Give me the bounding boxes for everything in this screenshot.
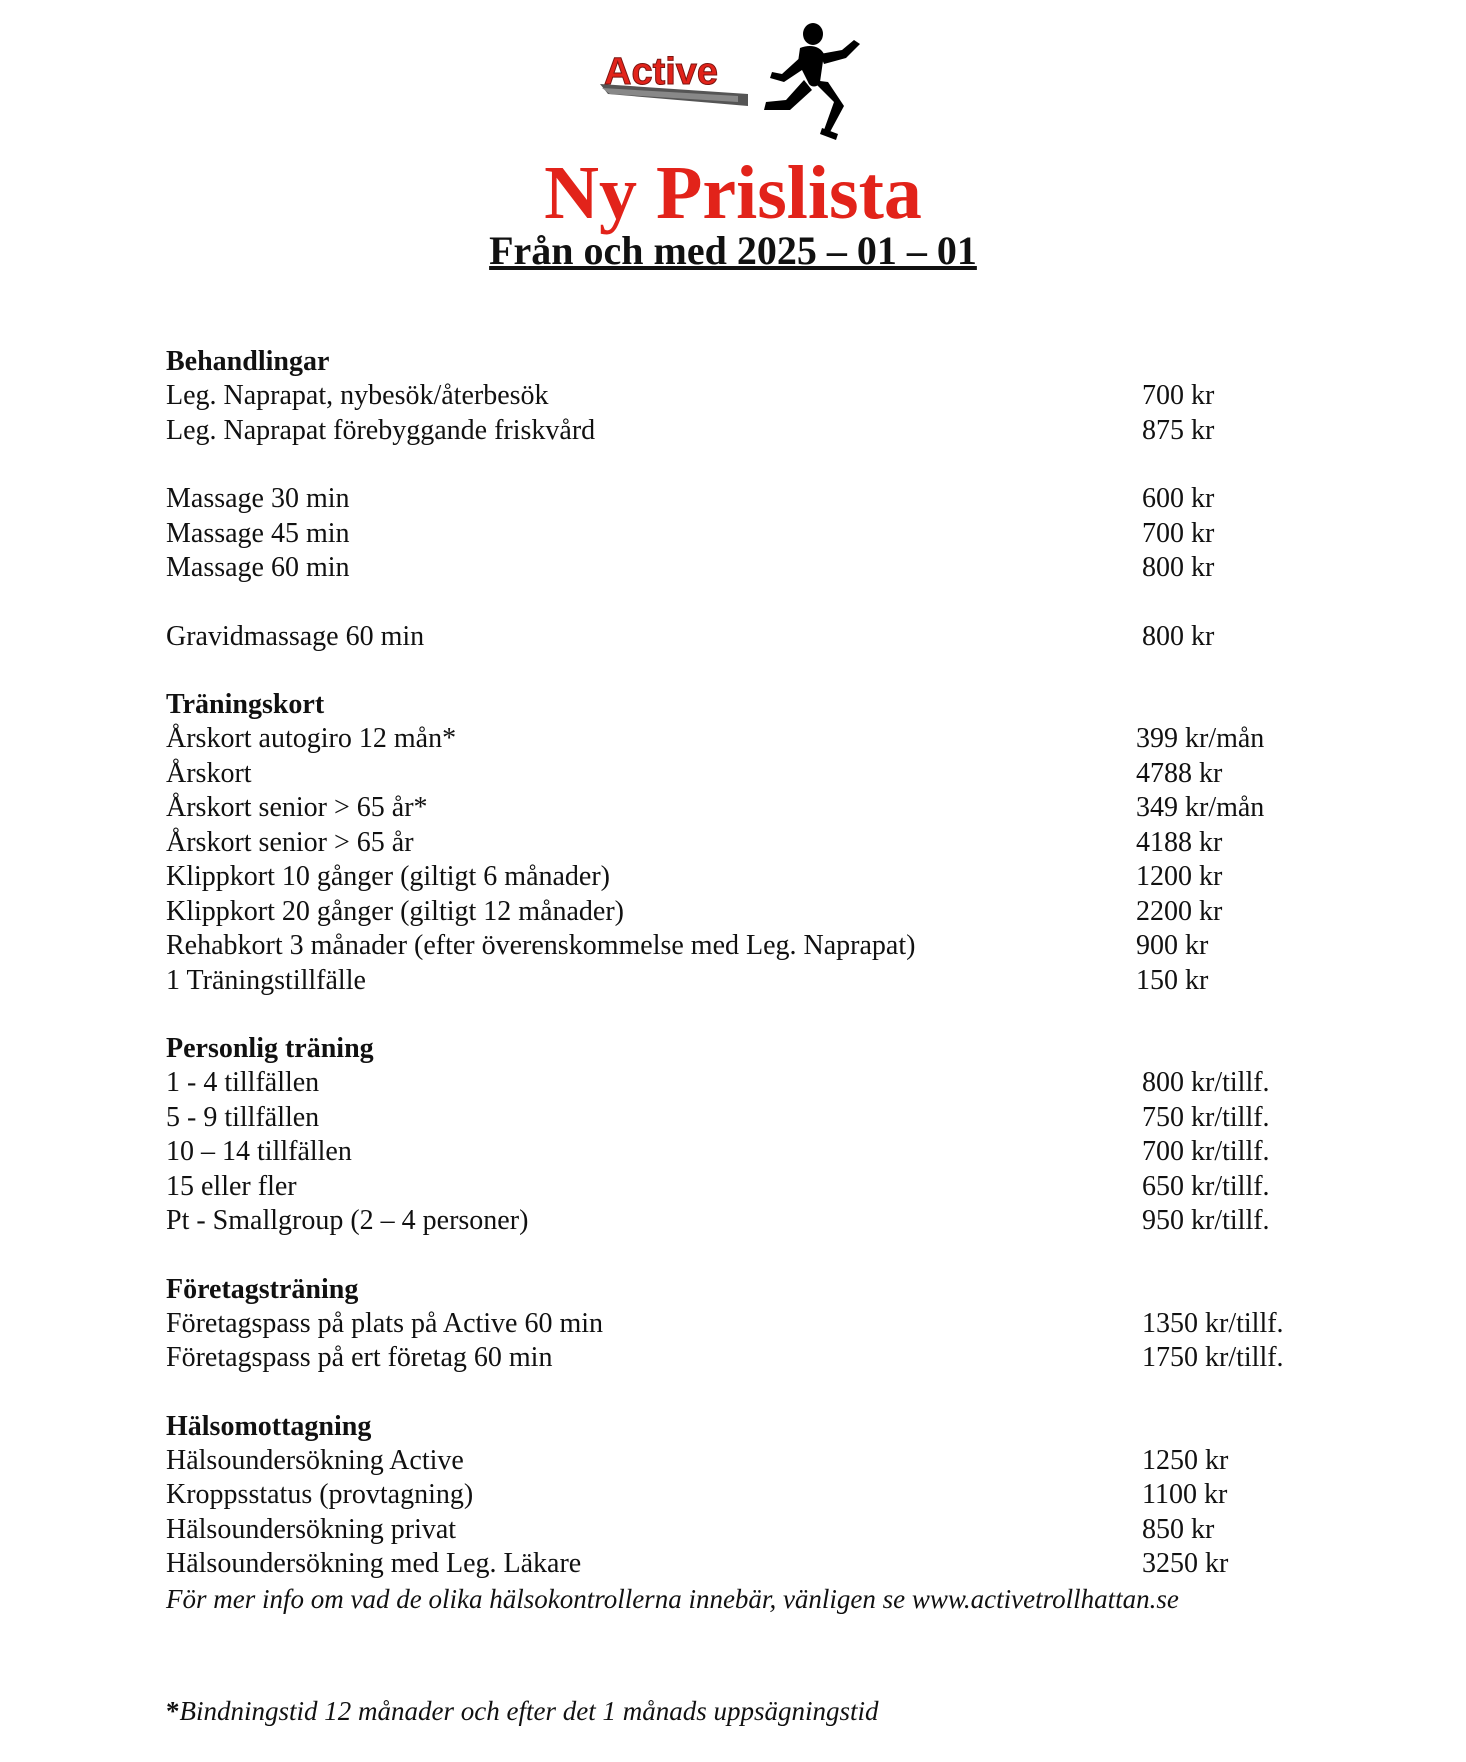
item-price: 700 kr/tillf. <box>1142 1136 1270 1167</box>
item-label: Leg. Naprapat, nybesök/återbesök <box>166 380 549 411</box>
item-label: Massage 45 min <box>166 517 350 549</box>
item-label: Årskort <box>166 757 252 789</box>
price-section <box>166 345 1386 654</box>
item-label: Hälsoundersökning med Leg. Läkare <box>166 1548 582 1579</box>
item-label: Årskort senior > 65 år <box>166 826 414 858</box>
item-price: 3250 kr <box>1142 1548 1229 1579</box>
item-label: Klippkort 20 gånger (giltigt 12 månader) <box>166 895 624 927</box>
price-row <box>166 1478 1386 1513</box>
item-price: 4188 kr <box>1136 826 1223 858</box>
price-row <box>166 1341 1386 1376</box>
item-price: 750 kr/tillf. <box>1142 1101 1270 1133</box>
item-price: 700 kr <box>1142 517 1215 549</box>
price-row <box>166 482 1386 517</box>
item-price: 399 kr/mån <box>1136 723 1265 754</box>
item-label: 10 – 14 tillfällen <box>166 1136 352 1167</box>
item-price: 900 kr <box>1136 930 1209 961</box>
item-price: 1250 kr <box>1142 1444 1229 1476</box>
item-price: 800 kr <box>1142 552 1215 583</box>
item-label: Gravidmassage 60 min <box>166 620 425 652</box>
item-price: 800 kr/tillf. <box>1142 1067 1270 1098</box>
footnote-marker: * <box>166 1696 180 1726</box>
item-price: 349 kr/mån <box>1136 792 1265 823</box>
price-row <box>166 757 1386 792</box>
item-price: 1750 kr/tillf. <box>1142 1342 1284 1373</box>
price-row <box>166 379 1386 414</box>
item-label: Hälsoundersökning Active <box>166 1444 464 1476</box>
price-row <box>166 1444 1386 1479</box>
price-section <box>166 688 1386 998</box>
price-row <box>166 1101 1386 1136</box>
item-price: 1350 kr/tillf. <box>1142 1307 1284 1339</box>
item-price: 850 kr <box>1142 1513 1215 1545</box>
item-label: 15 eller fler <box>166 1170 297 1202</box>
section-heading: Personlig träning <box>166 1033 374 1064</box>
page-title: Ny Prislista <box>544 151 922 235</box>
item-label: Hälsoundersökning privat <box>166 1513 457 1545</box>
item-label: Rehabkort 3 månader (efter överenskommelse med Leg. Naprapat) <box>166 930 916 961</box>
item-label: Årskort autogiro 12 mån* <box>166 723 457 754</box>
spacer <box>166 586 1386 620</box>
item-label: 1 - 4 tillfällen <box>166 1067 320 1098</box>
item-label: Massage 30 min <box>166 483 350 514</box>
price-row <box>166 964 1386 999</box>
price-row <box>166 1204 1386 1239</box>
item-label: Företagspass på plats på Active 60 min <box>166 1307 604 1339</box>
price-row <box>166 1307 1386 1342</box>
price-row <box>166 860 1386 895</box>
section-heading: Träningskort <box>166 689 325 720</box>
price-row <box>166 620 1386 655</box>
item-label: Kroppsstatus (provtagning) <box>166 1479 474 1510</box>
item-price: 2200 kr <box>1136 895 1223 927</box>
price-row <box>166 1066 1386 1101</box>
price-row <box>166 722 1386 757</box>
footnote <box>166 1696 878 1727</box>
price-row <box>166 1513 1386 1548</box>
logo-text: Active <box>604 51 719 93</box>
item-label: Pt - Smallgroup (2 – 4 personer) <box>166 1205 529 1236</box>
price-row <box>166 1135 1386 1170</box>
item-price: 875 kr <box>1142 414 1215 446</box>
price-row <box>166 826 1386 861</box>
price-list <box>166 345 1386 1616</box>
price-row <box>166 414 1386 449</box>
item-label: Klippkort 10 gånger (giltigt 6 månader) <box>166 861 610 892</box>
price-row <box>166 1170 1386 1205</box>
item-price: 650 kr/tillf. <box>1142 1170 1270 1202</box>
item-price: 1100 kr <box>1142 1479 1228 1510</box>
item-price: 4788 kr <box>1136 757 1223 789</box>
spacer <box>166 448 1386 482</box>
item-price: 950 kr/tillf. <box>1142 1205 1270 1236</box>
item-price: 700 kr <box>1142 380 1215 411</box>
item-price: 1200 kr <box>1136 861 1223 892</box>
price-row <box>166 791 1386 826</box>
price-row <box>166 551 1386 586</box>
item-label: 1 Träningstillfälle <box>166 964 366 996</box>
price-section <box>166 1273 1386 1376</box>
price-row <box>166 895 1386 930</box>
active-logo <box>598 22 878 152</box>
price-row <box>166 1547 1386 1582</box>
section-heading: Behandlingar <box>166 346 330 377</box>
runner-icon <box>598 22 878 152</box>
page-subtitle: Från och med 2025 – 01 – 01 <box>489 228 977 273</box>
item-label: Företagspass på ert företag 60 min <box>166 1342 553 1373</box>
item-label: Årskort senior > 65 år* <box>166 792 428 823</box>
item-price: 600 kr <box>1142 483 1215 514</box>
section-heading: Företagsträning <box>166 1273 359 1305</box>
section-heading: Hälsomottagning <box>166 1410 372 1442</box>
item-price: 800 kr <box>1142 620 1215 652</box>
item-price: 150 kr <box>1136 964 1209 996</box>
price-section <box>166 1410 1386 1616</box>
info-note: För mer info om vad de olika hälsokontrollerna innebär, vänligen se www.activetrollhattan.se <box>166 1583 1179 1614</box>
footnote-text: Bindningstid 12 månader och efter det 1 månads uppsägningstid <box>179 1696 879 1726</box>
price-row <box>166 929 1386 964</box>
price-row <box>166 517 1386 552</box>
item-label: Leg. Naprapat förebyggande friskvård <box>166 414 596 446</box>
price-section <box>166 1032 1386 1239</box>
item-label: Massage 60 min <box>166 552 350 583</box>
item-label: 5 - 9 tillfällen <box>166 1101 320 1133</box>
